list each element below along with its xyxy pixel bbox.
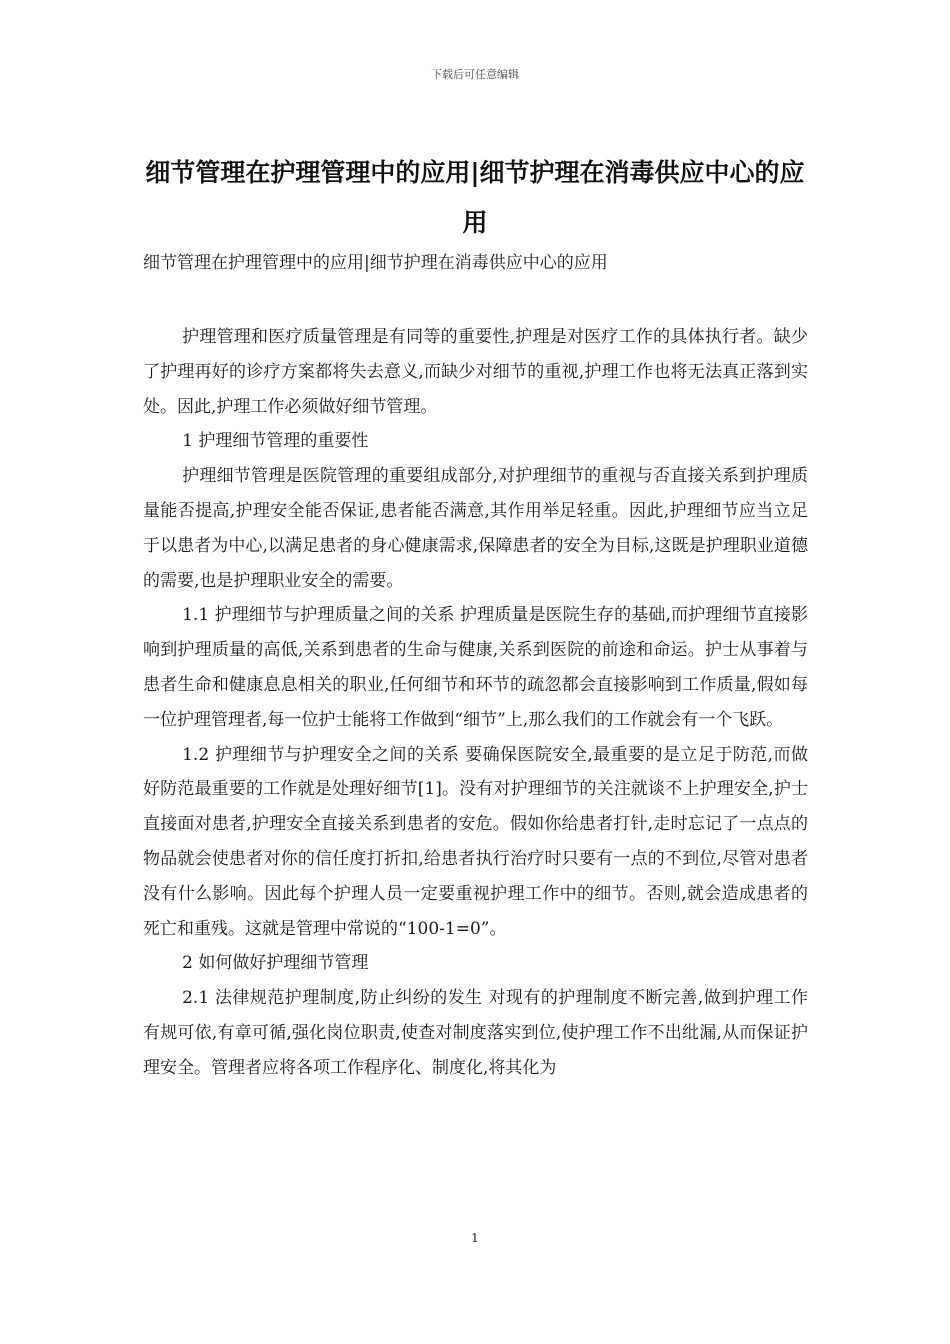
- section-heading-2: 2 如何做好护理细节管理: [182, 953, 369, 974]
- paragraph-intro: 护理管理和医疗质量管理是有同等的重要性,护理是对医疗工作的具体执行者。缺少了护理再好的诊疗方案都将失去意义,而缺少对细节的重视,护理工作也将无法真正落到实处。因此,护理工作必须做好细节管理。: [143, 327, 808, 417]
- paragraph-section-2-1: 2.1 法律规范护理制度,防止纠纷的发生 对现有的护理制度不断完善,做到护理工作有规可依,有章可循,强化岗位职责,使查对制度落实到位,使护理工作不出纰漏,从而保证护理安全。管理者应将各项工作程序化、制度化,将其化为: [143, 988, 808, 1078]
- paragraph-section-1-2: 1.2 护理细节与护理安全之间的关系 要确保医院安全,最重要的是立足于防范,而做好防范最重要的工作就是处理好细节[1]。没有对护理细节的关注就谈不上护理安全,护士直接面对患者,护理安全直接关系到患者的安危。假如你给患者打针,走时忘记了一点点的物品就会使患者对你的信任度打折扣,给患者执行治疗时只要有一点的不到位,尽管对患者没有什么影响。因此每个护理人员一定要重视护理工作中的细节。否则,就会造成患者的死亡和重残。这就是管理中常说的“100-1=0”。: [143, 744, 808, 939]
- page-number: 1: [471, 1231, 479, 1245]
- header-note: 下载后可任意编辑: [431, 68, 519, 81]
- section-heading-1: 1 护理细节管理的重要性: [182, 431, 369, 452]
- document-title: 细节管理在护理管理中的应用|细节护理在消毒供应中心的应用: [145, 158, 805, 237]
- document-subtitle: 细节管理在护理管理中的应用|细节护理在消毒供应中心的应用: [143, 253, 608, 273]
- paragraph-section-1: 护理细节管理是医院管理的重要组成部分,对护理细节的重视与否直接关系到护理质量能否提高,护理安全能否保证,患者能否满意,其作用举足轻重。因此,护理细节应当立足于以患者为中心,以满足患者的身心健康需求,保障患者的安全为目标,这既是护理职业道德的需要,也是护理职业安全的需要。: [143, 466, 808, 591]
- paragraph-section-1-1: 1.1 护理细节与护理质量之间的关系 护理质量是医院生存的基础,而护理细节直接影响到护理质量的高低,关系到患者的生命与健康,关系到医院的前途和命运。护士从事着与患者生命和健康息息相关的职业,任何细节和环节的疏忽都会直接影响到工作质量,假如每一位护理管理者,每一位护士能将工作做到“细节”上,那么我们的工作就会有一个飞跃。: [143, 605, 808, 730]
- document-body: [143, 320, 808, 1086]
